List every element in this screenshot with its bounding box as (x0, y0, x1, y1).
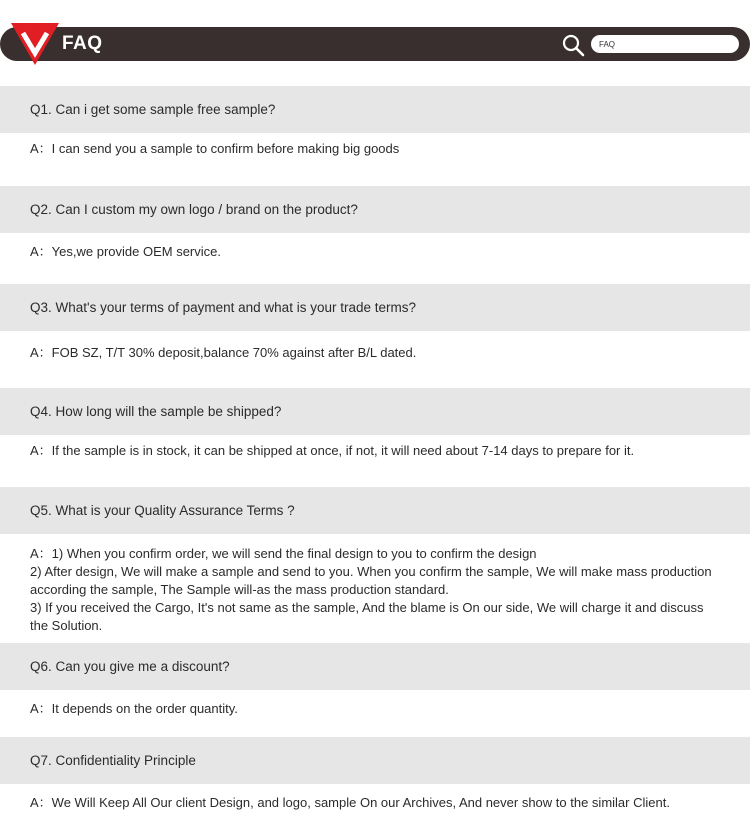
faq-question: Q5. What is your Quality Assurance Terms ? (30, 503, 295, 518)
faq-answer: A：It depends on the order quantity. (30, 701, 238, 716)
faq-question: Q7. Confidentiality Principle (30, 753, 196, 768)
faq-answer: A：If the sample is in stock, it can be shipped at once, if not, it will need about 7-14 days to prepare for it. (30, 443, 635, 458)
search-input[interactable] (591, 35, 739, 53)
faq-question-band (0, 643, 750, 690)
faq-answer: A：FOB SZ, T/T 30% deposit,balance 70% against after B/L dated. (30, 345, 417, 360)
search-icon[interactable] (561, 33, 585, 57)
faq-answer: A：I can send you a sample to confirm before making big goods (30, 141, 400, 156)
faq-question-band (0, 186, 750, 233)
faq-question: Q6. Can you give me a discount? (30, 659, 230, 674)
faq-answer: A：Yes,we provide OEM service. (30, 244, 221, 259)
faq-question-band (0, 86, 750, 133)
faq-answer: A：1) When you confirm order, we will send the final design to you to confirm the design 2) After design, We will make a sample and send to you. When you confirm the sample, We will make mass production according the sample, The Sample will-as the mass production standard. 3) If you received the Cargo, It's not same as the sample, And the blame is On our side, We will charge it and discuss the Solution. (30, 546, 712, 633)
faq-question: Q1. Can i get some sample free sample? (30, 102, 276, 117)
page-title: FAQ (62, 33, 103, 54)
faq-question: Q4. How long will the sample be shipped? (30, 404, 282, 419)
faq-question: Q3. What's your terms of payment and what is your trade terms? (30, 300, 416, 315)
faq-answer: A：We Will Keep All Our client Design, and logo, sample On our Archives, And never show to the similar Client. (30, 795, 670, 810)
faq-question-band (0, 737, 750, 784)
faq-question-band (0, 487, 750, 534)
v-triangle-logo-icon[interactable] (11, 23, 59, 65)
faq-question-band (0, 388, 750, 435)
faq-question: Q2. Can I custom my own logo / brand on the product? (30, 202, 358, 217)
faq-question-band (0, 284, 750, 331)
